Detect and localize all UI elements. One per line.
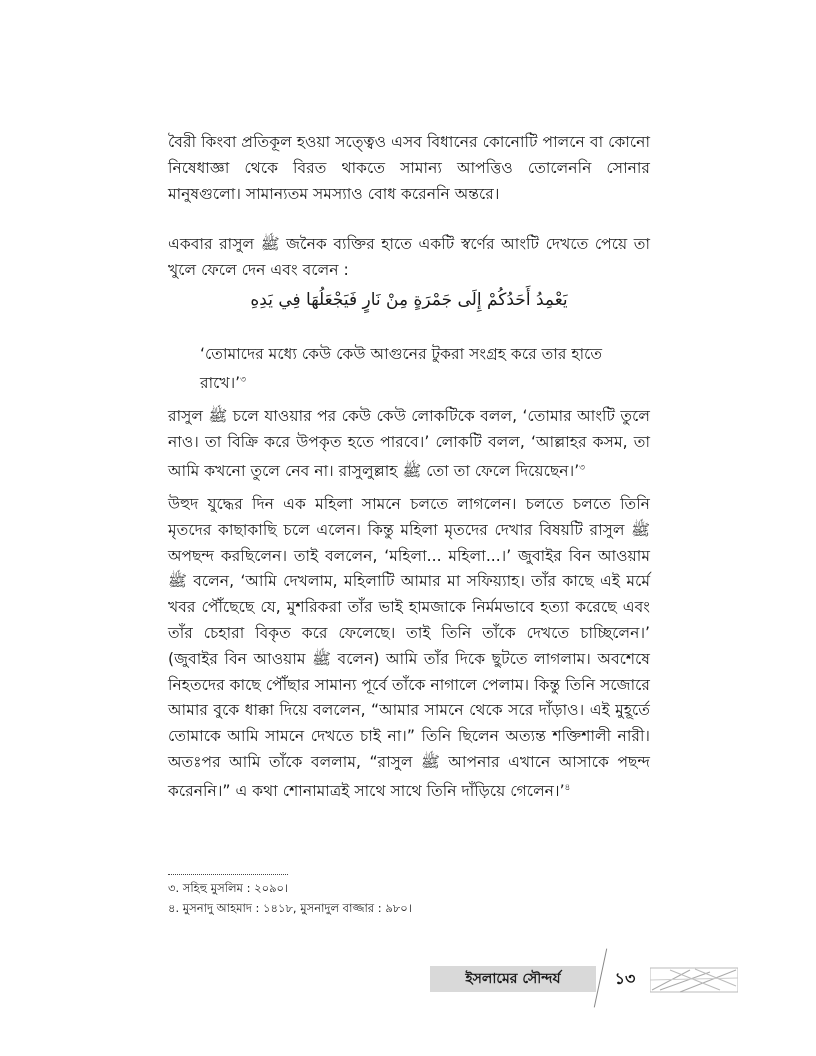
paragraph-3: রাসুল ﷺ চলে যাওয়ার পর কেউ কেউ লোকটিকে বলল, ‘তোমার আংটি তুলে নাও। তা বিক্রি করে উপকৃত হতে পারবে।’ লোকটি বলল, ‘আল্লাহর কসম, তা আমি কখনো তুলে নেব না। রাসুলুল্লাহ ﷺ তো তা ফেলে দিয়েছেন।’$^৩$	[168, 407, 650, 480]
book-title: ইসলামের সৌন্দর্য	[465, 971, 561, 987]
footnote-3: ৩. সহিহু মুসলিম : ২০৯০।	[168, 881, 289, 895]
hadith-translation: ‘তোমাদের মধ্যে কেউ কেউ আগুনের টুকরা সংগ্রহ করে তার হাতে রাখে।’$^৩$	[200, 345, 603, 392]
paragraph-1: বৈরী কিংবা প্রতিকূল হওয়া সত্ত্বেও এসব বিধানের কোনোটি পালনে বা কোনো নিষেধাজ্ঞা থেকে বিরত থাকতে সামান্য আপত্তিও তোলেননি সোনার মানুষগুলো। সামান্যতম সমস্যাও বোধ করেননি অন্তরে।	[168, 133, 650, 203]
arabic-hadith: يَعْمِدُ أَحَدُكُمْ إِلَى جَمْرَةٍ مِنْ نَارٍ فَيَجْعَلُهَا فِي يَدِهِ	[250, 290, 568, 310]
footnote-ref: ৩	[240, 374, 246, 385]
footnote-ref: ৪	[564, 782, 571, 793]
paragraph-2: একবার রাসুল ﷺ জনৈক ব্যক্তির হাতে একটি স্বর্ণের আংটি দেখতে পেয়ে তা খুলে ফেলে দেন এবং বলেন :	[168, 235, 650, 279]
page-number: ১৩	[614, 969, 636, 988]
footnote-divider	[168, 874, 288, 875]
footer-decoration-icon	[650, 966, 738, 996]
footnote-4: ৪. মুসনাদু আহমাদ : ১৪১৮, মুসনাদুল বাজ্জার : ৯৮০।	[168, 901, 412, 915]
paragraph-4: উহুদ যুদ্ধের দিন এক মহিলা সামনে চলতে লাগলেন। চলতে চলতে তিনি মৃতদের কাছাকাছি চলে এলেন। কিন্তু মহিলা মৃতদের দেখার বিষয়টি রাসুল ﷺ অপছন্দ করছিলেন। তাই বললেন, ‘মহিলা... মহিলা...।’ জুবাইর বিন আওয়াম ﷺ বলেন, ‘আমি দেখলাম, মহিলাটি আমার মা সফিয়্যাহ। তাঁর কাছে এই মর্মে খবর পৌঁছেছে যে, মুশরিকরা তাঁর ভাই হামজাকে নির্মমভাবে হত্যা করেছে এবং তাঁর চেহারা বিকৃত করে ফেলেছে। তাই তিনি তাঁকে দেখতে চাচ্ছিলেন।’ (জুবাইর বিন আওয়াম ﷺ বলেন) আমি তাঁর দিকে ছুটতে লাগলাম। অবশেষে নিহতদের কাছে পৌঁছার সামান্য পূর্বে তাঁকে নাগালে পেলাম। কিন্তু তিনি সজোরে আমার বুকে ধাক্কা দিয়ে বললেন, “আমার সামনে থেকে সরে দাঁড়াও। এই মুহূর্তে তোমাকে আমি সামনে দেখতে চাই না।” তিনি ছিলেন অত্যন্ত শক্তিশালী নারী। অতঃপর আমি তাঁকে বললাম, “রাসুল ﷺ আপনার এখানে আসাকে পছন্দ করেননি।” এ কথা শোনামাত্রই সাথে সাথে তিনি দাঁড়িয়ে গেলেন।’$^৪$	[168, 495, 650, 800]
footnote-ref: ৩	[579, 462, 586, 473]
